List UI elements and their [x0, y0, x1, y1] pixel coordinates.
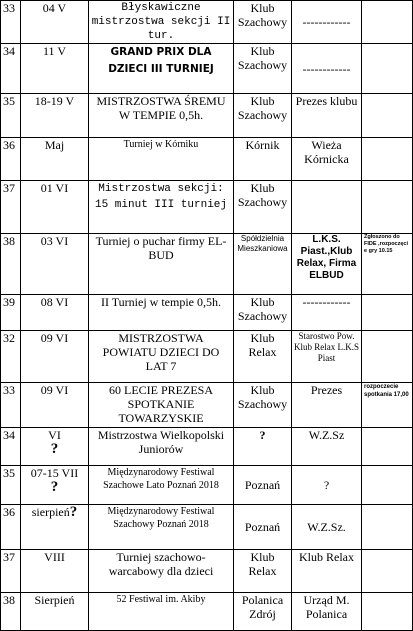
event-organizer: ------------ [292, 295, 362, 331]
table-row [1, 94, 413, 138]
table-row [1, 593, 413, 631]
event-note [362, 1, 413, 44]
row-number: 37 [1, 550, 21, 593]
event-organizer: W.Z.Sz. [292, 505, 362, 550]
event-place: Klub Szachowy [234, 181, 292, 234]
event-name: Turniej w Kórniku [89, 138, 234, 181]
event-name: Turniej szachowo-warcabowy dla dzieci [89, 550, 234, 593]
event-name: GRAND PRIX DLA DZIECI III TURNIEJ [89, 44, 234, 94]
event-note [362, 94, 413, 138]
event-note [362, 428, 413, 466]
table-row [1, 466, 413, 505]
event-date: Sierpień [21, 593, 89, 631]
event-organizer: Urząd M. Polanica [292, 593, 362, 631]
table-row [1, 138, 413, 181]
table-row [1, 1, 413, 44]
event-name: Mistrzostwa sekcji: 15 minut III turniej [89, 181, 234, 234]
event-date [21, 505, 89, 550]
event-note [362, 593, 413, 631]
event-organizer: Wieża Kórnicka [292, 138, 362, 181]
date-uncertain-mark: ? [50, 441, 59, 457]
event-note: Zgłoszono do FIDE ,rozpoczęci e gry 10.15 [362, 234, 413, 295]
event-date: Maj [21, 138, 89, 181]
event-organizer: ------------ [292, 44, 362, 94]
event-date: 09 VI [21, 383, 89, 428]
event-place: Poznań [234, 505, 292, 550]
row-number: 35 [1, 466, 21, 505]
event-place: Klub Szachowy [234, 295, 292, 331]
event-organizer: Prezes klubu [292, 94, 362, 138]
event-name: Mistrzostwa Wielkopolski Juniorów [89, 428, 234, 466]
date-uncertain-mark: ? [69, 504, 78, 520]
event-name: MISTRZOSTWA ŚREMU W TEMPIE 0,5h. [89, 94, 234, 138]
event-date-text: 07-15 VII [30, 466, 79, 480]
table-row [1, 383, 413, 428]
row-number: 38 [1, 234, 21, 295]
event-organizer: Starostwo Pow. Klub Relax L.K.S Piast [292, 331, 362, 383]
event-organizer: Prezes [292, 383, 362, 428]
event-note [362, 44, 413, 94]
row-number: 36 [1, 505, 21, 550]
row-number: 35 [1, 94, 21, 138]
event-place: Klub Szachowy [234, 94, 292, 138]
event-organizer: L.K.S. Piast.,Klub Relax, Firma ELBUD [292, 234, 362, 295]
event-date-text: VI [48, 428, 61, 442]
event-organizer: ------------ [292, 1, 362, 44]
event-name: Błyskawiczne mistrzostwa sekcji II tur. [89, 1, 234, 44]
event-place: Klub Relax [234, 550, 292, 593]
event-place: Klub Relax [234, 331, 292, 383]
event-organizer: ? [292, 466, 362, 505]
event-note [362, 331, 413, 383]
row-number: 32 [1, 331, 21, 383]
row-number: 39 [1, 295, 21, 331]
table-row [1, 181, 413, 234]
row-number: 36 [1, 138, 21, 181]
event-place: Poznań [234, 466, 292, 505]
event-date-text: sierpień [31, 505, 70, 519]
event-date [21, 466, 89, 505]
event-name: Turniej o puchar firmy EL-BUD [89, 234, 234, 295]
event-note [362, 138, 413, 181]
event-note [362, 466, 413, 505]
table-row [1, 331, 413, 383]
table-row [1, 428, 413, 466]
event-place: Klub Szachowy [234, 44, 292, 94]
table-row [1, 44, 413, 94]
event-place: Kórnik [234, 138, 292, 181]
event-date: 04 V [21, 1, 89, 44]
event-name: II Turniej w tempie 0,5h. [89, 295, 234, 331]
event-organizer: W.Z.Sz [292, 428, 362, 466]
event-date: 18-19 V [21, 94, 89, 138]
event-place: Polanica Zdrój [234, 593, 292, 631]
event-name: Międzynarodowy Festiwal Szachowy Poznań 2018 [89, 505, 234, 550]
event-note [362, 550, 413, 593]
event-note [362, 295, 413, 331]
event-date [21, 428, 89, 466]
event-date: 08 VI [21, 295, 89, 331]
event-note [362, 505, 413, 550]
table-row [1, 550, 413, 593]
table-row [1, 295, 413, 331]
event-date: 11 V [21, 44, 89, 94]
event-date: 03 VI [21, 234, 89, 295]
row-number: 33 [1, 1, 21, 44]
event-date: VIII [21, 550, 89, 593]
table-row [1, 234, 413, 295]
event-date: 01 VI [21, 181, 89, 234]
row-number: 34 [1, 428, 21, 466]
event-date: 09 VI [21, 331, 89, 383]
event-name: Międzynarodowy Festiwal Szachowe Lato Poznań 2018 [89, 466, 234, 505]
event-note: rozpoczecie spotkania 17,00 [362, 383, 413, 428]
event-name: 52 Festiwal im. Akiby [89, 593, 234, 631]
event-name: 60 LECIE PREZESA SPOTKANIE TOWARZYSKIE [89, 383, 234, 428]
event-organizer [292, 181, 362, 234]
event-place: Klub Szachowy [234, 1, 292, 44]
date-uncertain-mark: ? [50, 479, 59, 495]
table-row [1, 505, 413, 550]
row-number: 37 [1, 181, 21, 234]
row-number: 34 [1, 44, 21, 94]
event-note [362, 181, 413, 234]
event-place: Klub Szachowy [234, 383, 292, 428]
row-number: 38 [1, 593, 21, 631]
event-name: MISTRZOSTWA POWIATU DZIECI DO LAT 7 [89, 331, 234, 383]
row-number: 33 [1, 383, 21, 428]
event-place: ? [234, 428, 292, 466]
event-organizer: Klub Relax [292, 550, 362, 593]
event-place: Spółdzielnia Mieszkaniowa [234, 234, 292, 295]
